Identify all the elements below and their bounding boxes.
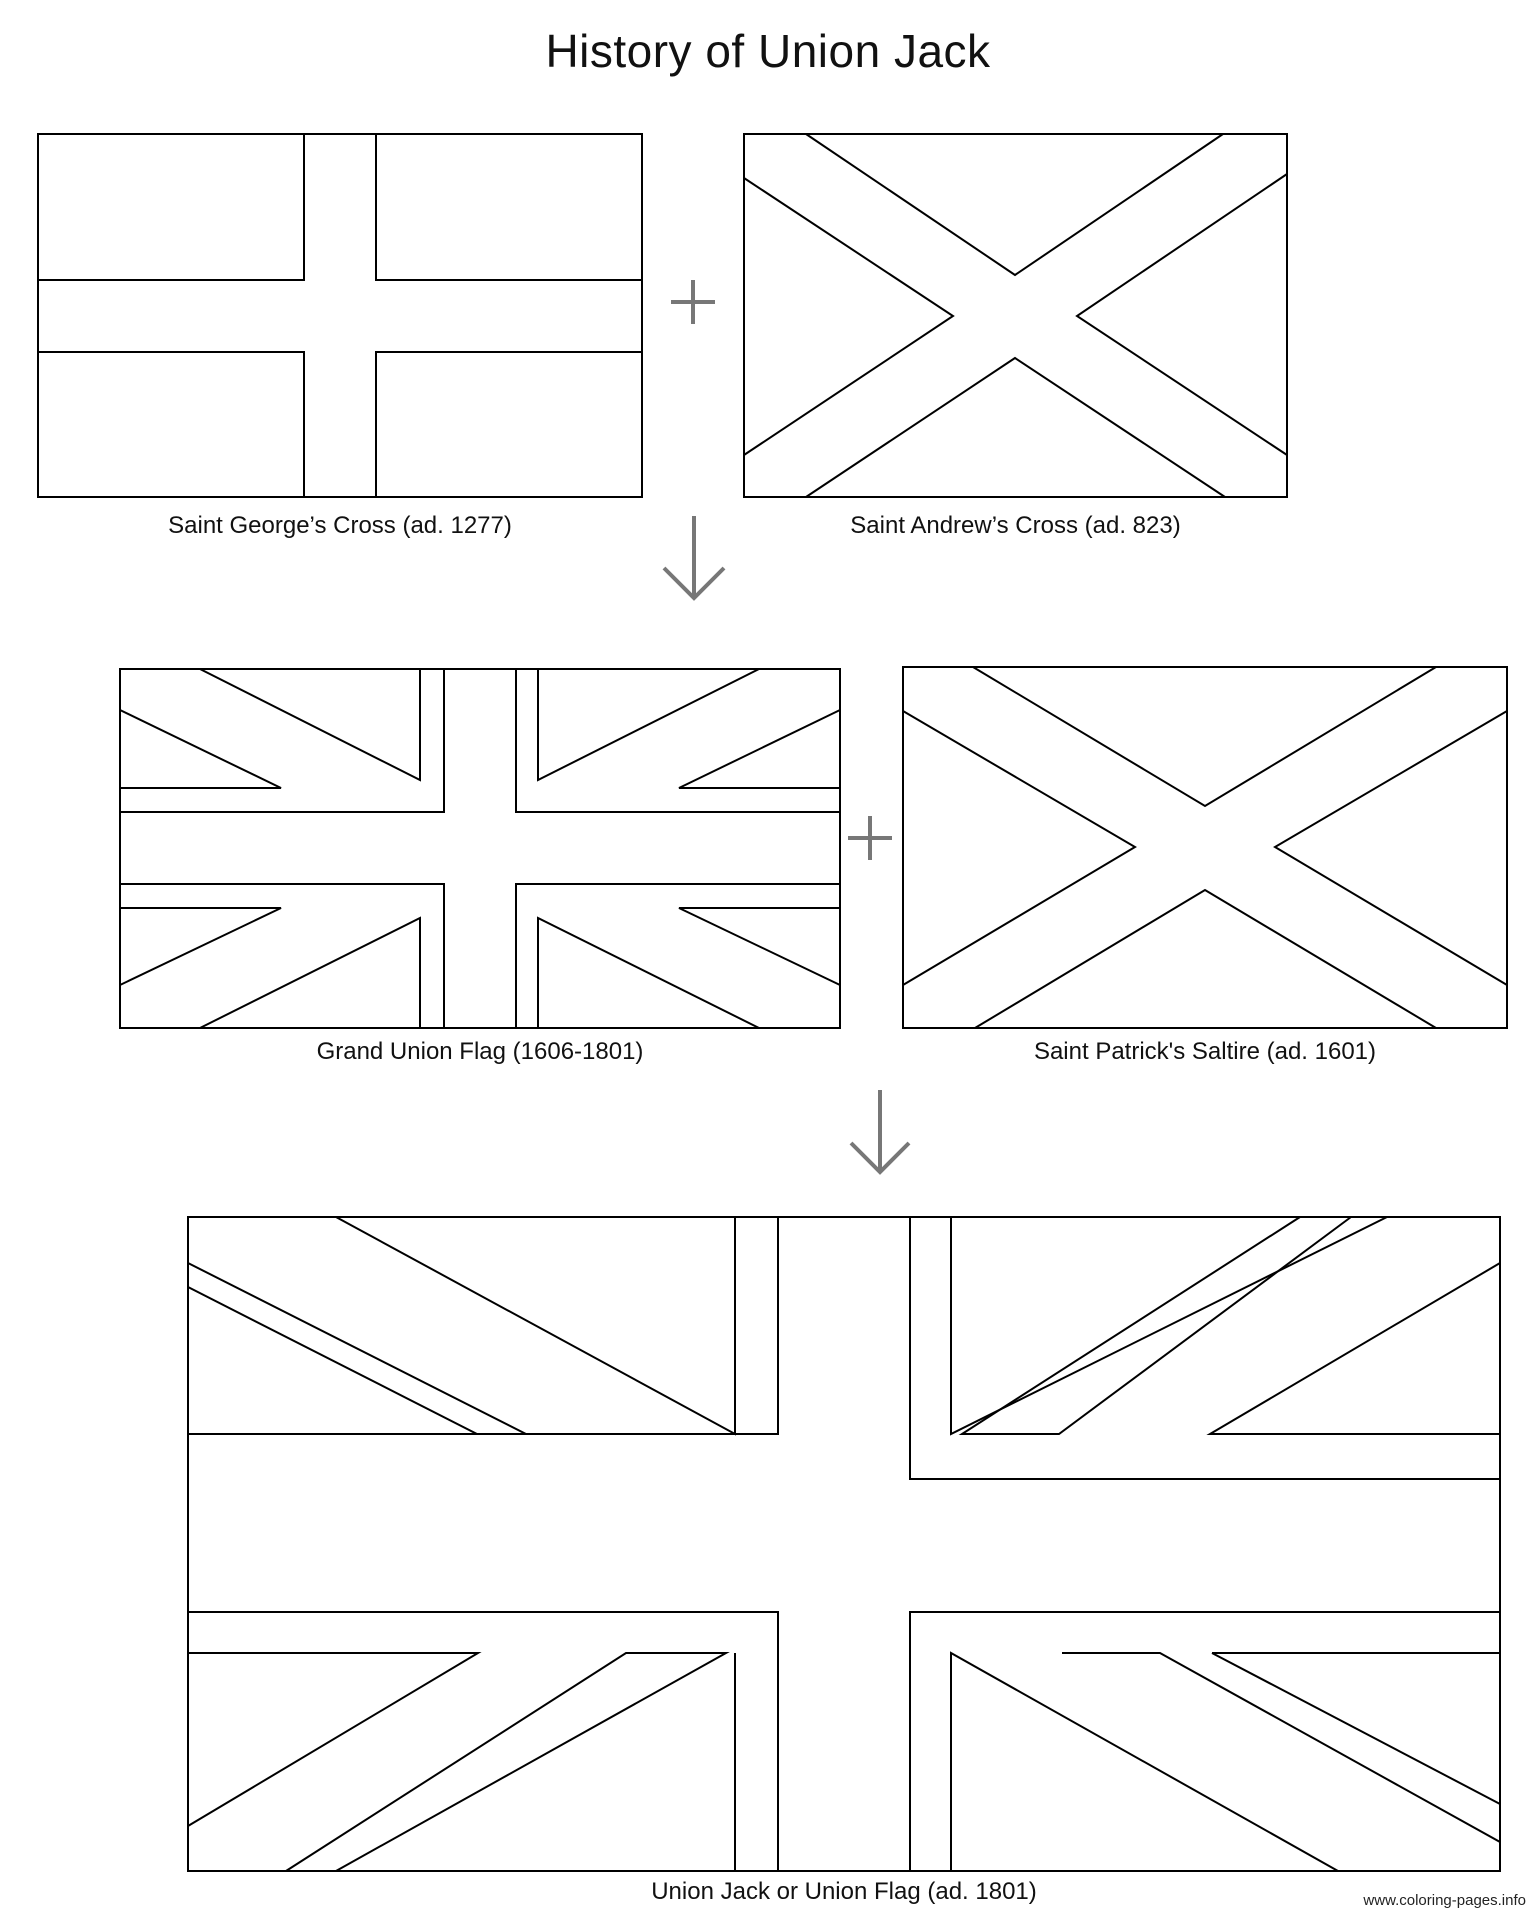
st-george-cross-flag xyxy=(38,134,642,497)
st-andrew-cross-flag xyxy=(744,134,1287,497)
st-andrew-caption: Saint Andrew’s Cross (ad. 823) xyxy=(850,512,1181,539)
union-jack-caption: Union Jack or Union Flag (ad. 1801) xyxy=(651,1878,1037,1905)
plus-icon xyxy=(848,816,892,860)
page-title: History of Union Jack xyxy=(545,25,991,77)
st-patrick-saltire-flag xyxy=(903,667,1507,1028)
union-jack-flag xyxy=(188,1217,1500,1871)
st-patrick-caption: Saint Patrick's Saltire (ad. 1601) xyxy=(1033,1038,1377,1065)
arrow-down-icon xyxy=(851,1090,909,1172)
grand-union-caption: Grand Union Flag (1606-1801) xyxy=(316,1038,644,1065)
arrow-down-icon xyxy=(664,516,724,598)
site-watermark: www.coloring-pages.info xyxy=(1363,1892,1526,1909)
grand-union-flag xyxy=(120,669,840,1028)
plus-icon xyxy=(671,280,715,324)
st-george-caption: Saint George’s Cross (ad. 1277) xyxy=(168,512,512,539)
